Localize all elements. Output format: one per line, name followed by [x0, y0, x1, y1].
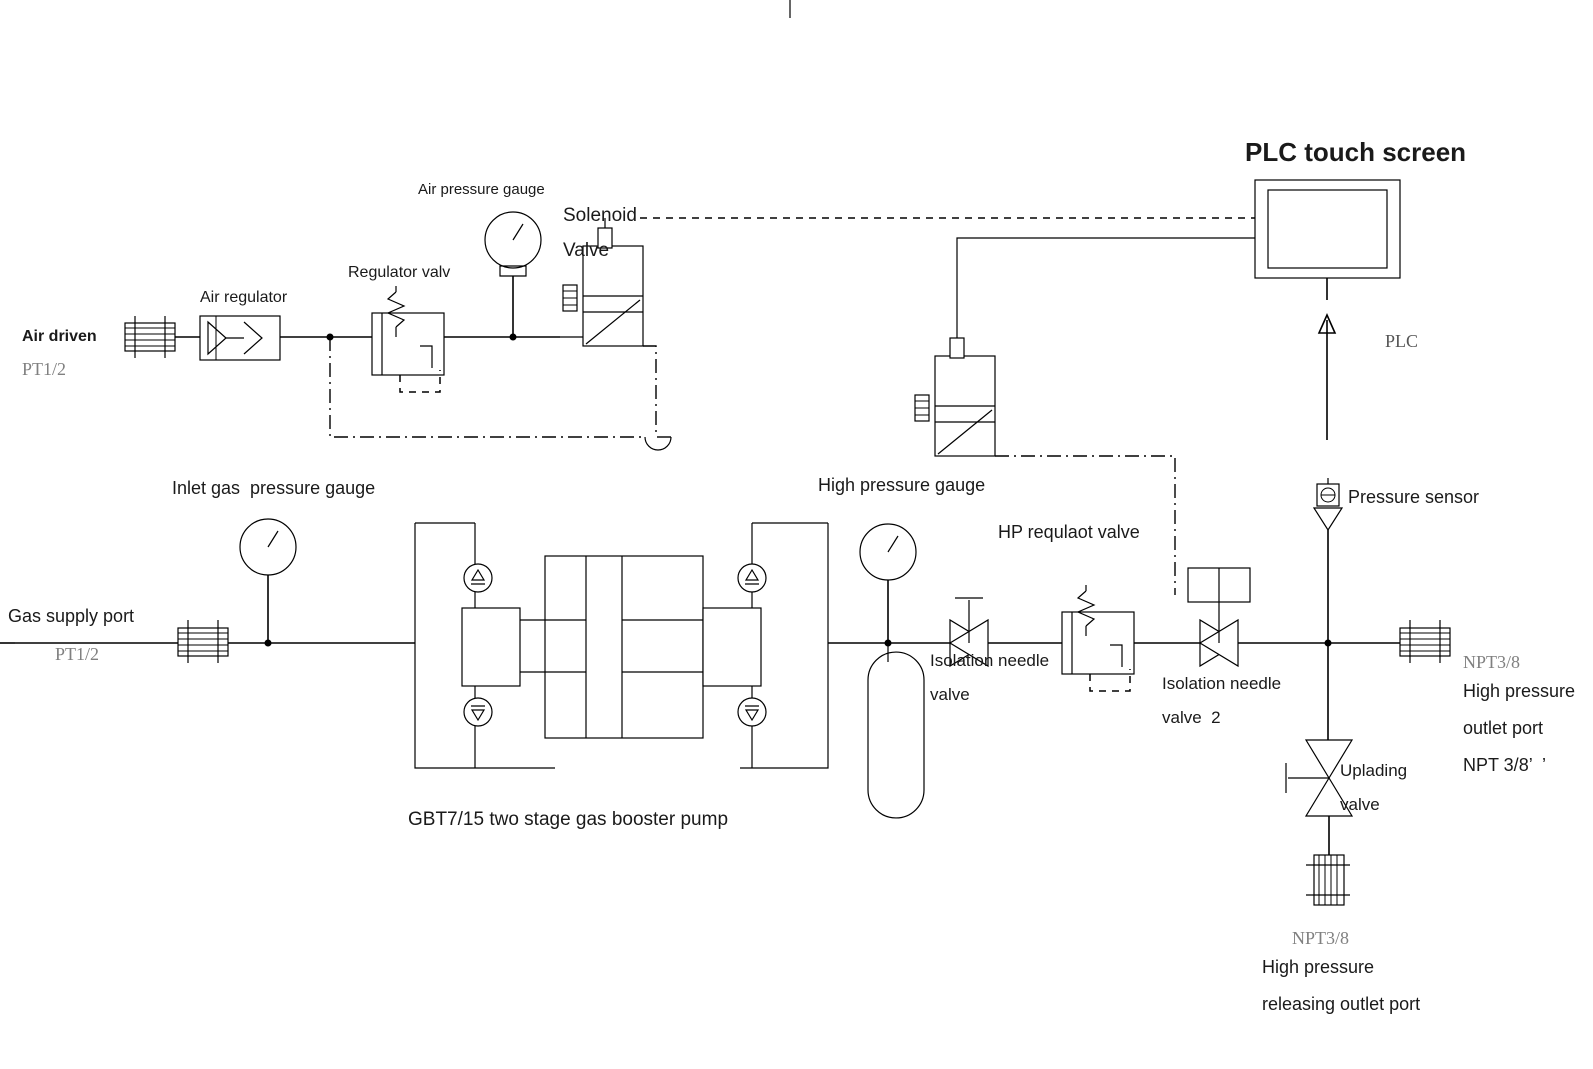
label-isolation-needle-valve-2: Isolation needle — [1162, 674, 1282, 693]
label-outlet-line1: High pressure — [1463, 681, 1576, 701]
label-booster-pump: GBT7/15 two stage gas booster pump — [408, 809, 729, 830]
label-solenoid: Solenoid — [563, 205, 637, 226]
label-isolation-needle-valve-line2: valve — [930, 685, 970, 704]
label-plc: PLC — [1385, 331, 1419, 351]
label-outlet-spec: NPT3/8 — [1463, 652, 1521, 672]
label-isolation-needle-valve-2-line2: valve 2 — [1162, 708, 1221, 727]
label-gas-supply-port: Gas supply port — [8, 606, 135, 626]
label-hp-regulator-valve: HP requlaot valve — [998, 522, 1140, 542]
label-release-line1: High pressure — [1262, 957, 1375, 977]
label-uplading-valve: Uplading — [1340, 761, 1408, 780]
label-uplading-valve-line2: valve — [1340, 795, 1380, 814]
label-release-line2: releasing outlet port — [1262, 994, 1421, 1014]
label-air-driven: Air driven — [22, 328, 97, 345]
label-gas-supply-spec: PT1/2 — [55, 644, 100, 664]
label-release-spec: NPT3/8 — [1292, 928, 1350, 948]
label-outlet-line3: NPT 3/8’ ’ — [1463, 755, 1547, 775]
label-inlet-gas-pressure-gauge: Inlet gas pressure gauge — [172, 478, 376, 498]
label-valve: Valve — [563, 240, 610, 261]
page-title: PLC touch screen — [1245, 137, 1467, 167]
label-pressure-sensor: Pressure sensor — [1348, 487, 1480, 507]
label-air-regulator: Air regulator — [200, 289, 288, 306]
label-air-driven-spec: PT1/2 — [22, 359, 67, 379]
label-air-pressure-gauge: Air pressure gauge — [418, 181, 545, 198]
label-isolation-needle-valve: Isolation needle — [930, 651, 1050, 670]
label-regulator-valve: Regulator valv — [348, 264, 451, 281]
label-outlet-line2: outlet port — [1463, 718, 1544, 738]
label-high-pressure-gauge: High pressure gauge — [818, 475, 986, 495]
